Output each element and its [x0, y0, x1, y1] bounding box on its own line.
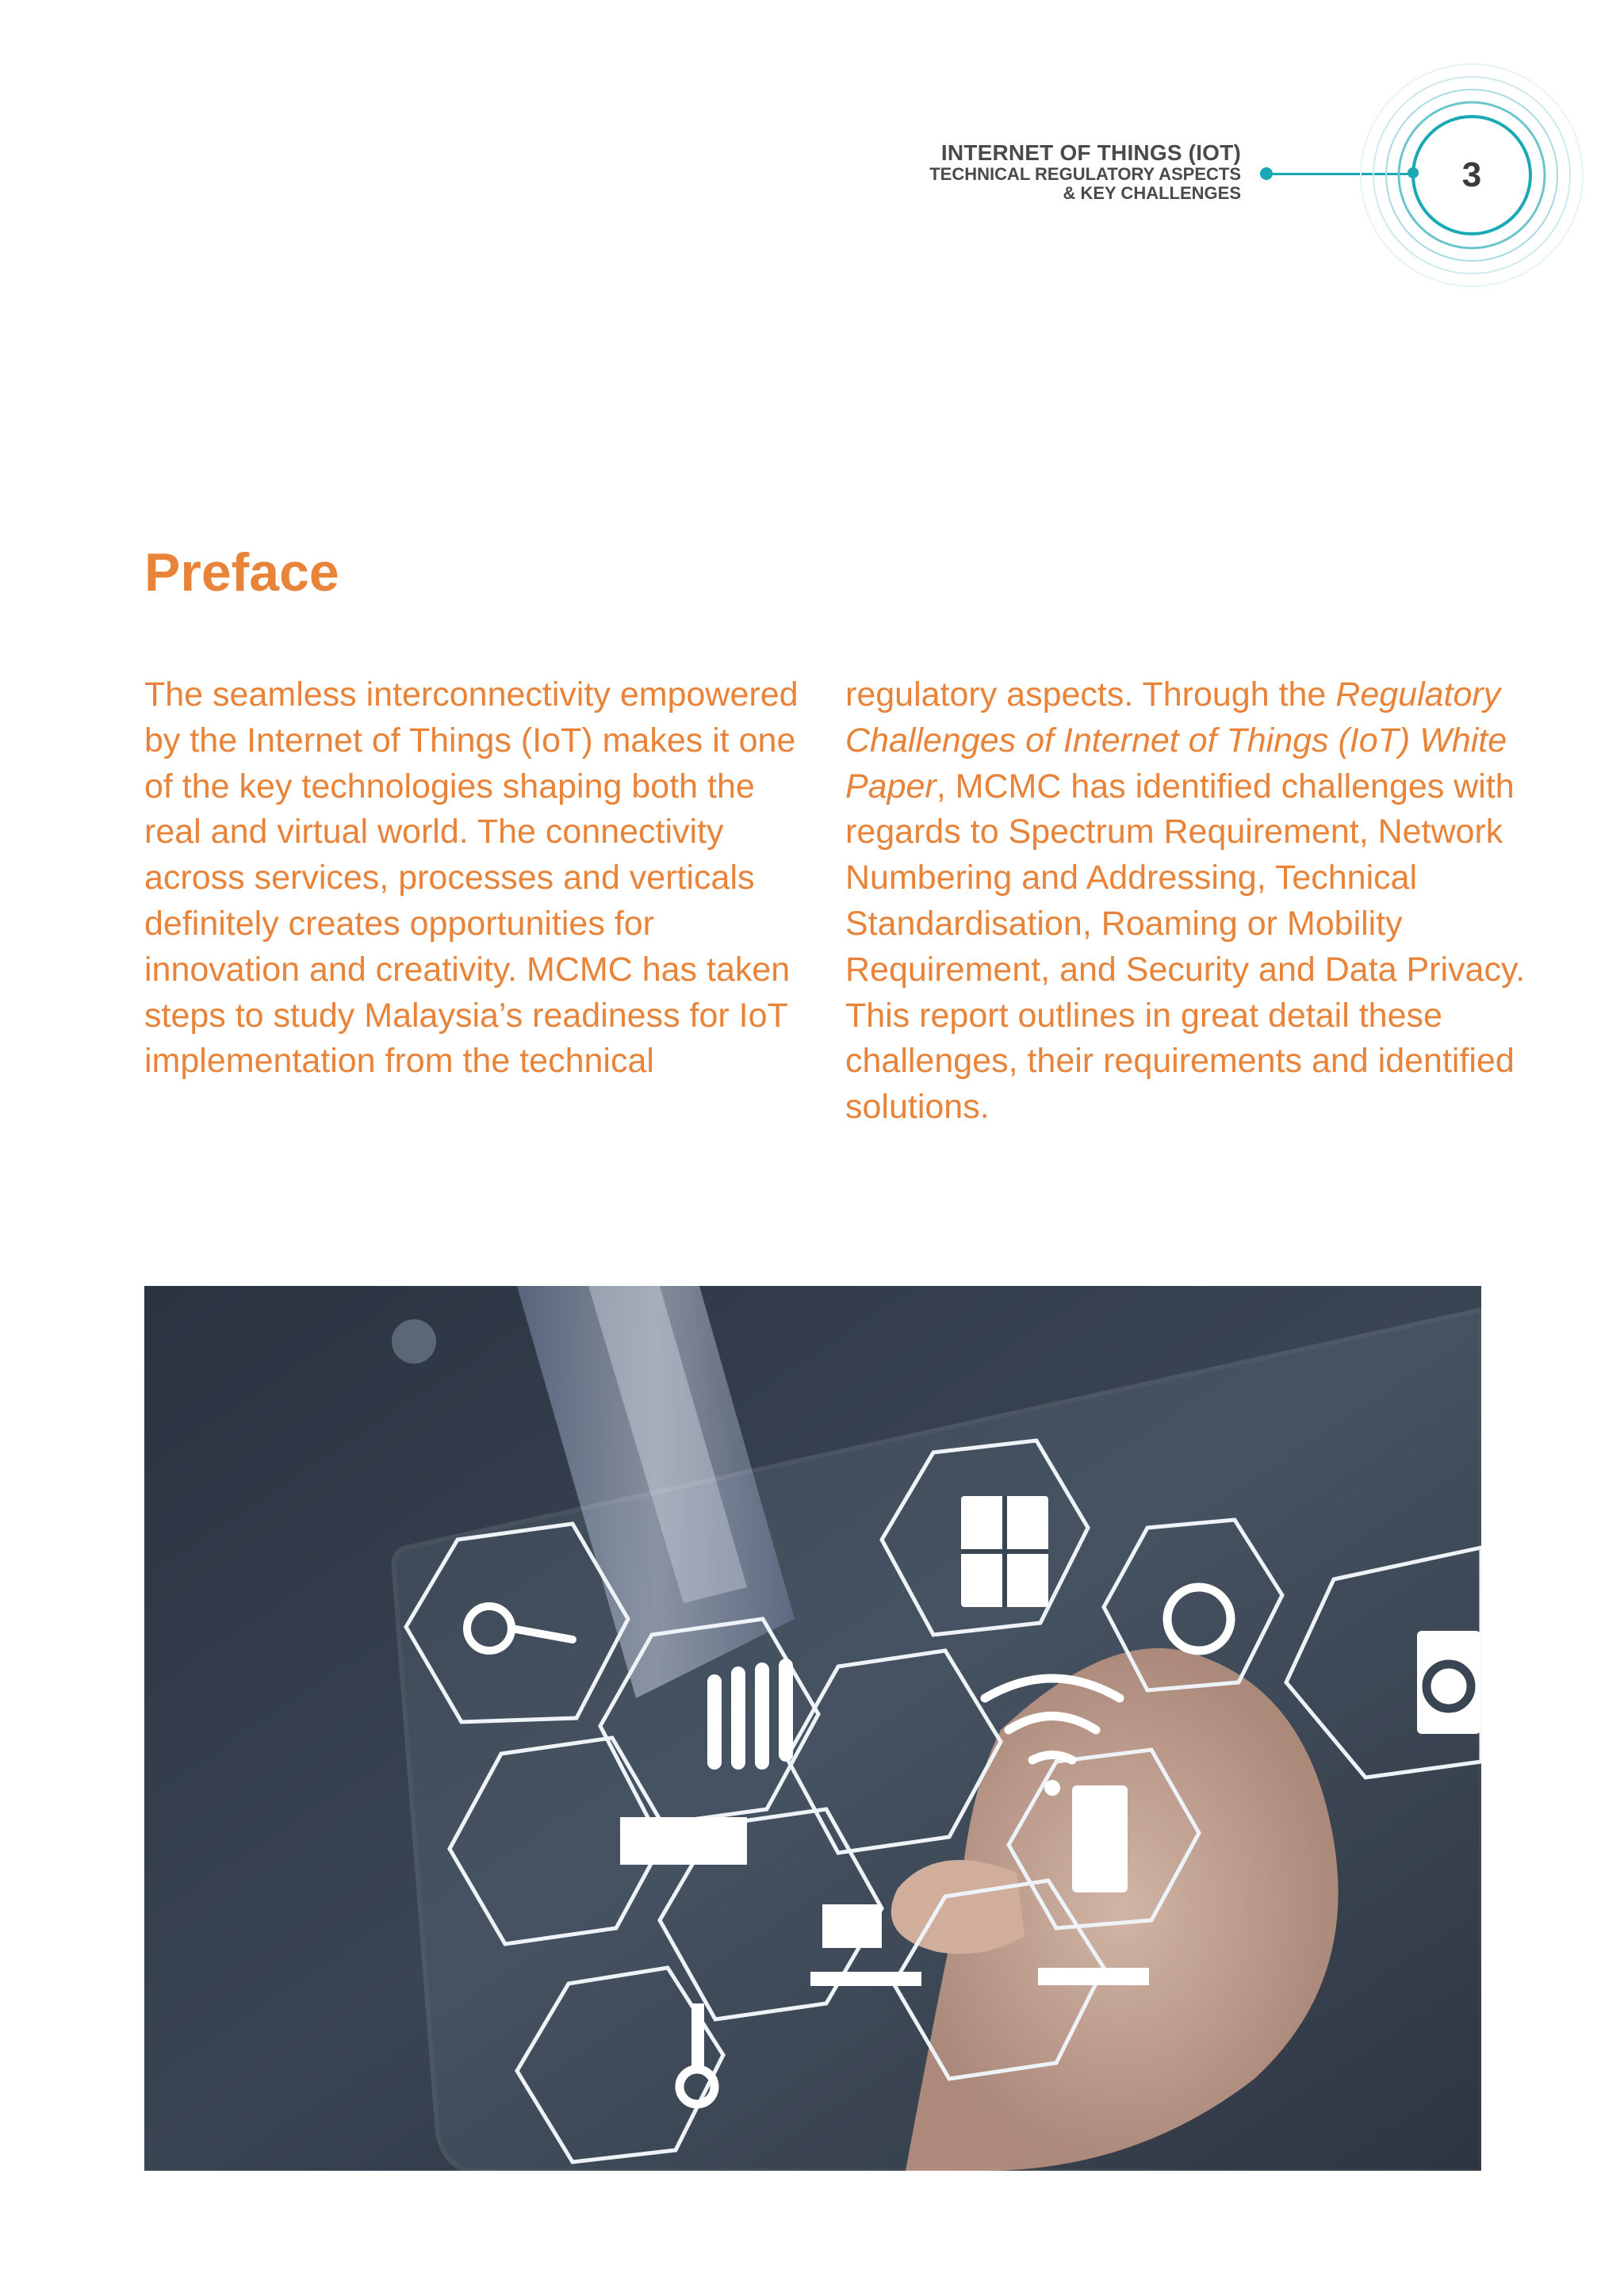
- body-column-right: [845, 672, 1543, 1131]
- header-subtitle-line1: TECHNICAL REGULATORY ASPECTS: [929, 164, 1241, 184]
- body-text-after-italic: , MCMC has identified challenges with regards to Spectrum Requirement, Network Numbering and Addressing, Technical Standardisation, Roaming or Mobility Requirement, and Security and Data Privacy. This report outlines in great detail these challenges, their requirements and identified solutions.: [845, 767, 1526, 1127]
- header-title: INTERNET OF THINGS (IOT): [940, 140, 1241, 165]
- body-paragraph-left: The seamless interconnectivity empowered by the Internet of Things (IoT) makes it one of the key technologies shaping both the real and virtual world. The connectivity across services, processes and verticals definitely creates opportunities for innovation and creativity. MCMC has taken steps to study Malaysia’s readiness for IoT implementation from the technical: [144, 675, 799, 1081]
- white-paper-title: Regulatory Challenges of Internet of Things (IoT) White Paper: [845, 675, 1507, 806]
- running-header: [929, 141, 1241, 203]
- body-text-before-italic: regulatory aspects. Through the: [845, 675, 1336, 714]
- page-number: 3: [1461, 155, 1482, 194]
- header-connector-dot: [1260, 167, 1273, 180]
- body-paragraph-right: [845, 672, 1543, 1131]
- iot-touchscreen-photo: [144, 1286, 1481, 2171]
- header-subtitle-line2: & KEY CHALLENGES: [1063, 183, 1241, 203]
- body-column-left: [144, 672, 810, 1085]
- section-title: Preface: [144, 542, 339, 603]
